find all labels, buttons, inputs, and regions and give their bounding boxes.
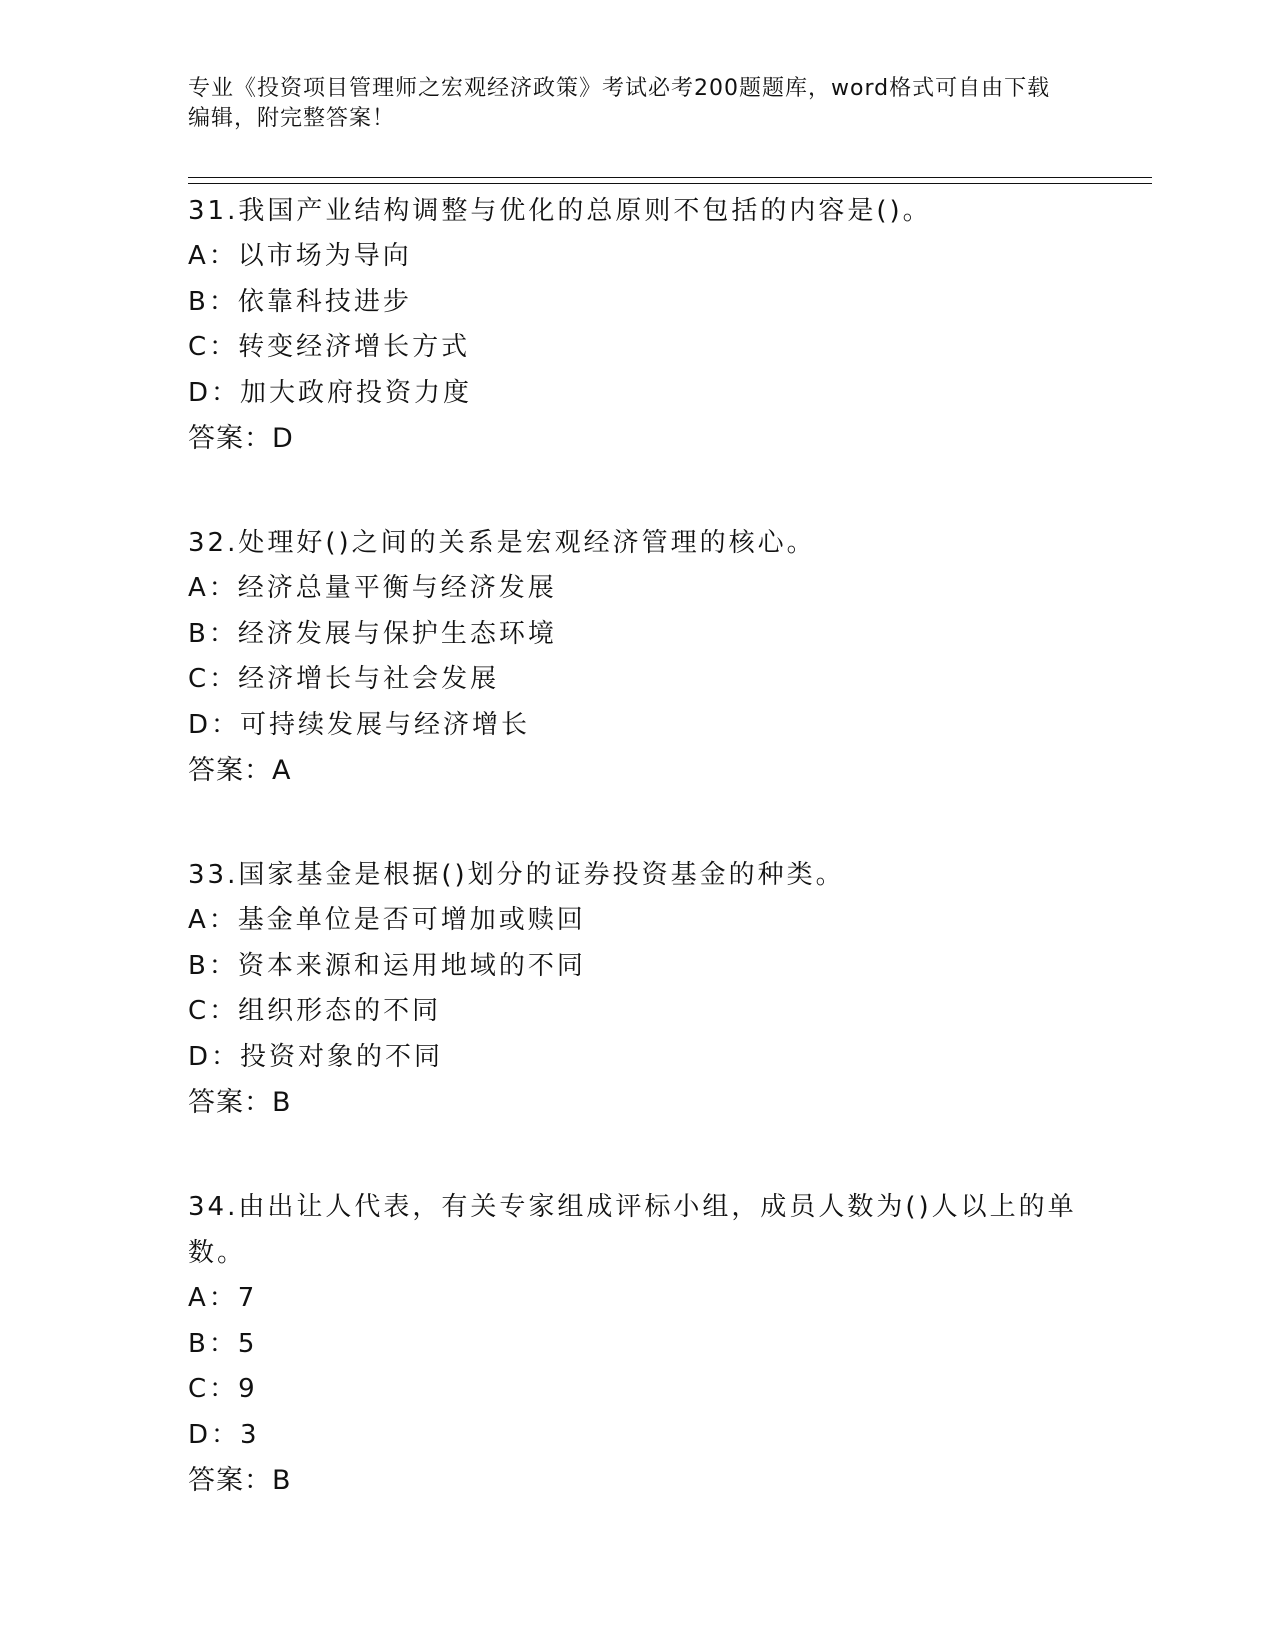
option-c bbox=[188, 989, 1088, 1035]
option-letter: D： bbox=[188, 709, 241, 740]
option-d bbox=[188, 703, 1088, 749]
option-text: 依靠科技进步 bbox=[237, 286, 412, 317]
option-letter: A： bbox=[188, 241, 238, 271]
option-text: 7 bbox=[237, 1283, 258, 1313]
option-a bbox=[188, 566, 1088, 612]
option-b bbox=[188, 280, 1088, 326]
header-divider-top bbox=[188, 177, 1152, 178]
answer-line bbox=[188, 1458, 1088, 1504]
option-text: 转变经济增长方式 bbox=[238, 332, 471, 362]
question-stem: 34.由出让人代表，有关专家组成评标小组，成员人数为()人以上的单数。 bbox=[188, 1192, 1077, 1268]
question-stem: 32.处理好()之间的关系是宏观经济管理的核心。 bbox=[188, 528, 816, 558]
answer-value: D bbox=[272, 423, 294, 454]
option-letter: A： bbox=[188, 573, 238, 603]
option-letter: B： bbox=[188, 950, 238, 981]
option-c bbox=[188, 1367, 1088, 1413]
option-letter: A： bbox=[188, 905, 238, 935]
option-text: 5 bbox=[237, 1328, 258, 1359]
option-text: 基金单位是否可增加或赎回 bbox=[237, 905, 586, 935]
option-text: 9 bbox=[238, 1374, 258, 1404]
option-letter: C： bbox=[188, 996, 239, 1026]
option-text: 以市场为导向 bbox=[237, 241, 412, 271]
answer-line bbox=[188, 416, 1088, 462]
question-31 bbox=[188, 188, 1088, 462]
question-stem: 33.国家基金是根据()划分的证券投资基金的种类。 bbox=[188, 860, 845, 890]
document-header: 专业《投资项目管理师之宏观经济政策》考试必考200题题库，word格式可自由下载编辑，附完整答案！ bbox=[188, 76, 1051, 131]
option-b bbox=[188, 1322, 1088, 1368]
option-text: 经济增长与社会发展 bbox=[238, 664, 500, 694]
answer-line bbox=[188, 748, 1088, 794]
question-list bbox=[188, 188, 1088, 1562]
option-text: 资本来源和运用地域的不同 bbox=[237, 950, 586, 981]
option-a bbox=[188, 898, 1088, 944]
answer-value: B bbox=[272, 1087, 292, 1118]
option-letter: D： bbox=[188, 377, 241, 408]
option-letter: A： bbox=[188, 1283, 238, 1313]
option-text: 组织形态的不同 bbox=[238, 996, 442, 1026]
answer-label: 答案： bbox=[188, 423, 272, 454]
option-d bbox=[188, 1413, 1088, 1459]
option-text: 经济总量平衡与经济发展 bbox=[237, 573, 557, 603]
question-32 bbox=[188, 520, 1088, 794]
option-letter: B： bbox=[188, 1328, 238, 1359]
question-33 bbox=[188, 852, 1088, 1126]
answer-line bbox=[188, 1080, 1088, 1126]
option-text: 投资对象的不同 bbox=[240, 1041, 444, 1072]
header-divider-bottom bbox=[188, 183, 1152, 184]
option-b bbox=[188, 944, 1088, 990]
option-a bbox=[188, 234, 1088, 280]
option-letter: D： bbox=[188, 1041, 241, 1072]
question-34 bbox=[188, 1184, 1088, 1504]
option-b bbox=[188, 612, 1088, 658]
option-letter: C： bbox=[188, 1374, 239, 1404]
option-text: 可持续发展与经济增长 bbox=[240, 709, 531, 740]
answer-value: A bbox=[272, 755, 292, 786]
answer-label: 答案： bbox=[188, 1087, 272, 1118]
option-letter: D： bbox=[188, 1419, 241, 1450]
option-text: 加大政府投资力度 bbox=[240, 377, 473, 408]
option-letter: B： bbox=[188, 286, 238, 317]
option-c bbox=[188, 657, 1088, 703]
option-a bbox=[188, 1276, 1088, 1322]
option-text: 经济发展与保护生态环境 bbox=[237, 618, 557, 649]
option-letter: C： bbox=[188, 332, 239, 362]
option-letter: B： bbox=[188, 618, 238, 649]
question-stem: 31.我国产业结构调整与优化的总原则不包括的内容是()。 bbox=[188, 196, 932, 226]
option-text: 3 bbox=[240, 1419, 260, 1450]
option-d bbox=[188, 371, 1088, 417]
answer-label: 答案： bbox=[188, 755, 272, 786]
option-d bbox=[188, 1035, 1088, 1081]
answer-label: 答案： bbox=[188, 1465, 272, 1496]
option-c bbox=[188, 325, 1088, 371]
option-letter: C： bbox=[188, 664, 239, 694]
answer-value: B bbox=[272, 1465, 292, 1496]
